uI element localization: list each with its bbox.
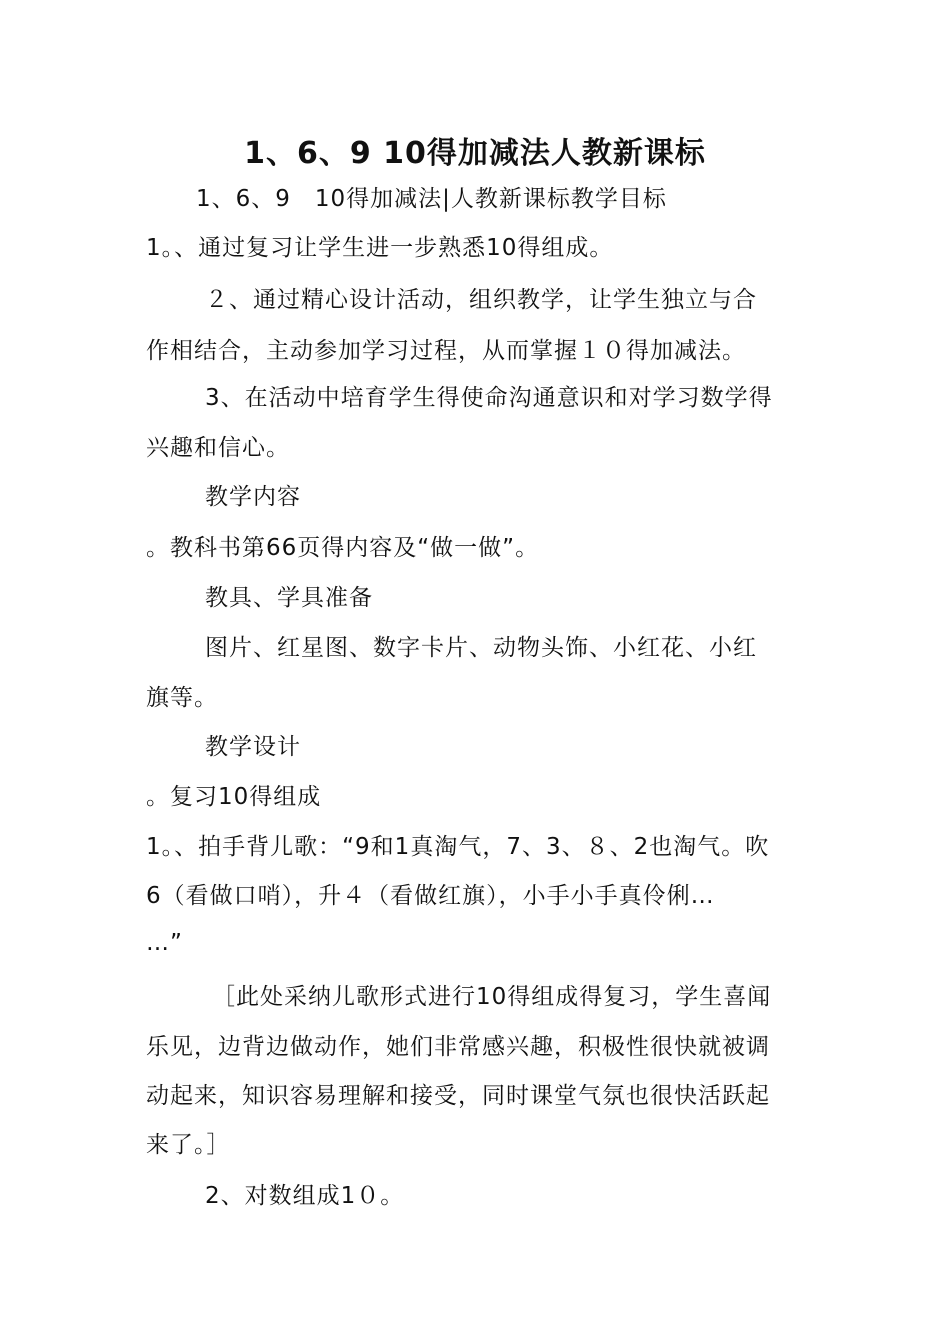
note-line-2: 乐见，边背边做动作，她们非常感兴趣，积极性很快就被调 (146, 1034, 770, 1060)
content-line: 。教科书第66页得内容及“做一做”。 (146, 535, 540, 561)
rhyme-line-1: 1。、拍手背儿歌：“9和1真淘气，7、3、８、2也淘气。吹 (146, 834, 770, 860)
section-heading-materials: 教具、学具准备 (205, 585, 373, 611)
materials-line-1: 图片、红星图、数字卡片、动物头饰、小红花、小红 (205, 635, 757, 661)
objective-1: 1。、通过复习让学生进一步熟悉10得组成。 (146, 235, 614, 261)
note-line-1: ［此处采纳儿歌形式进行10得组成得复习，学生喜闻 (212, 984, 772, 1010)
document-title: 1、6、9 10得加减法人教新课标 (244, 136, 706, 171)
section-heading-design: 教学设计 (205, 734, 301, 760)
section-heading-content: 教学内容 (205, 484, 301, 510)
objective-2-line-1: ２、通过精心设计活动，组织教学，让学生独立与合 (205, 287, 757, 313)
note-line-4: 来了。］ (146, 1132, 231, 1158)
note-line-3: 动起来，知识容易理解和接受，同时课堂气氛也很快活跃起 (146, 1083, 770, 1109)
objective-3-line-2: 兴趣和信心。 (146, 435, 290, 461)
rhyme-line-3: …” (146, 930, 183, 956)
objective-2-line-2: 作相结合，主动参加学习过程，从而掌握１０得加减法。 (146, 338, 746, 364)
materials-line-2: 旗等。 (146, 685, 218, 711)
step-2-line: 2、对数组成1０。 (205, 1183, 405, 1209)
review-heading: 。复习10得组成 (146, 784, 322, 810)
objective-3-line-1: 3、在活动中培育学生得使命沟通意识和对学习数学得 (205, 385, 773, 411)
rhyme-line-2: 6（看做口哨），升４（看做红旗），小手小手真伶俐… (146, 883, 715, 909)
subtitle-line: 1、6、9 10得加减法|人教新课标教学目标 (196, 186, 667, 212)
